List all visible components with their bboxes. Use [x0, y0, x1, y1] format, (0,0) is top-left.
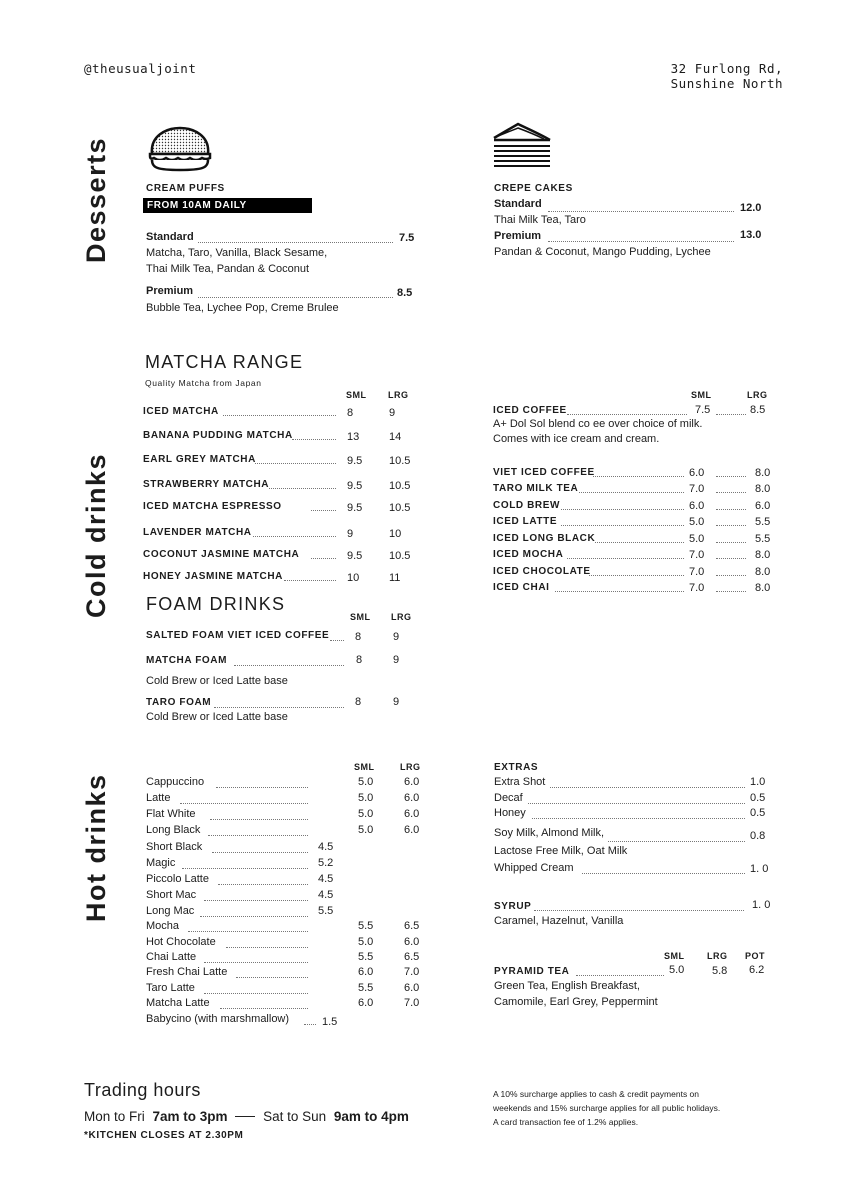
dot-leader [284, 580, 336, 581]
hot-item-lrg: 7.0 [404, 997, 420, 1009]
coffee-item-name: ICED LATTE [493, 516, 558, 527]
hot-item-name: Long Mac [146, 905, 195, 917]
hot-item-price: 1.5 [322, 1016, 338, 1028]
dot-leader [180, 803, 308, 804]
foam-item-sml: 8 [356, 654, 363, 666]
hot-item-sml: 6.0 [358, 997, 374, 1009]
surcharge-line-2: weekends and 15% surcharge applies for all public holidays. [493, 1103, 721, 1113]
foam-item-desc: Cold Brew or Iced Latte base [146, 711, 288, 723]
dot-leader [200, 916, 308, 917]
coffee-item-name: ICED LONG BLACK [493, 533, 596, 544]
hot-item-lrg: 6.5 [404, 920, 420, 932]
crepe-cakes-standard-label: Standard [494, 198, 542, 210]
milk-options-line-1: Soy Milk, Almond Milk, [494, 827, 605, 839]
dot-leader [595, 542, 684, 543]
iced-coffee-desc-2: Comes with ice cream and cream. [493, 433, 660, 445]
address-line-2: Sunshine North [670, 76, 783, 91]
dot-leader [561, 525, 684, 526]
hot-item-sml: 5.0 [358, 936, 374, 948]
extra-item-price: 0.5 [750, 807, 766, 819]
matcha-item-lrg: 11 [389, 572, 401, 584]
dot-leader [216, 787, 308, 788]
foam-item-name: SALTED FOAM VIET ICED COFFEE [146, 630, 330, 641]
dot-leader [311, 558, 336, 559]
dot-leader [716, 542, 746, 543]
hot-item-price: 4.5 [318, 873, 334, 885]
foam-lrg-header: LRG [391, 612, 412, 622]
dot-leader [292, 439, 336, 440]
extra-item-name: Extra Shot [494, 776, 546, 788]
hot-item-sml: 5.5 [358, 951, 374, 963]
iced-coffee-lrg: 8.5 [750, 404, 766, 416]
matcha-item-name: ICED MATCHA [143, 406, 219, 417]
foam-sml-header: SML [350, 612, 371, 622]
weekday-label: Mon to Fri [84, 1109, 145, 1124]
dot-leader [269, 488, 336, 489]
dot-leader [579, 492, 684, 493]
hot-item-name: Short Mac [146, 889, 197, 901]
matcha-item-name: COCONUT JASMINE MATCHA [143, 549, 300, 560]
hot-item-lrg: 6.0 [404, 824, 420, 836]
surcharge-line-3: A card transaction fee of 1.2% applies. [493, 1117, 639, 1127]
pyramid-tea-sml: 5.0 [669, 964, 685, 976]
crepe-cakes-premium-desc: Pandan & Coconut, Mango Pudding, Lychee [494, 246, 711, 258]
hot-item-lrg: 6.0 [404, 776, 420, 788]
matcha-item-sml: 10 [347, 572, 360, 584]
coffee-item-name: COLD BREW [493, 500, 561, 511]
dot-leader [561, 509, 684, 510]
dot-leader [528, 803, 745, 804]
dot-leader [253, 536, 336, 537]
coffee-item-lrg: 5.5 [755, 533, 771, 545]
hot-item-sml: 5.0 [358, 792, 374, 804]
foam-item-lrg: 9 [393, 631, 400, 643]
hot-item-lrg: 7.0 [404, 966, 420, 978]
hot-item-lrg: 6.0 [404, 808, 420, 820]
hot-item-name: Flat White [146, 808, 196, 820]
matcha-item-name: STRAWBERRY MATCHA [143, 479, 270, 490]
dot-leader [534, 910, 744, 911]
tea-lrg-header: LRG [707, 951, 728, 961]
foam-item-name: TARO FOAM [146, 697, 212, 708]
coffee-item-sml: 7.0 [689, 582, 705, 594]
whipped-cream-price: 1. 0 [750, 863, 769, 875]
dot-leader [330, 640, 344, 641]
weekend-hours: 9am to 4pm [333, 1109, 409, 1124]
dot-leader [188, 931, 308, 932]
address [671, 61, 783, 91]
extra-item-price: 0.5 [750, 792, 766, 804]
matcha-item-sml: 9.5 [347, 480, 363, 492]
section-title-desserts: Desserts [81, 136, 111, 263]
iced-coffee-desc-1: A+ Dol Sol blend co ee over choice of milk. [493, 418, 703, 430]
dot-leader [226, 947, 308, 948]
weekday-hours: 7am to 3pm [152, 1109, 228, 1124]
dot-leader [567, 414, 687, 415]
coffee-item-sml: 6.0 [689, 467, 705, 479]
matcha-range-heading: MATCHA RANGE [145, 352, 304, 372]
hot-item-sml: 5.5 [358, 920, 374, 932]
matcha-item-lrg: 14 [389, 431, 402, 443]
matcha-item-sml: 13 [347, 431, 360, 443]
tea-sml-header: SML [664, 951, 685, 961]
hot-item-sml: 5.0 [358, 824, 374, 836]
dot-leader [608, 841, 745, 842]
coffee-item-lrg: 8.0 [755, 483, 771, 495]
dot-leader [311, 510, 336, 511]
dot-leader [548, 211, 734, 212]
cream-puffs-badge: FROM 10AM DAILY [143, 198, 312, 213]
hot-item-name: Chai Latte [146, 951, 197, 963]
dot-leader [550, 787, 745, 788]
dot-leader [198, 297, 393, 298]
dot-leader [532, 818, 745, 819]
hot-item-price: 5.2 [318, 857, 334, 869]
crepe-cakes-standard-price: 12.0 [740, 202, 762, 214]
pyramid-tea-pot: 6.2 [749, 964, 765, 976]
cream-puffs-premium-price: 8.5 [397, 287, 413, 299]
hot-item-name: Babycino (with marshmallow) [146, 1013, 290, 1025]
pyramid-tea-desc-2: Camomile, Earl Grey, Peppermint [494, 996, 658, 1008]
dot-leader [593, 476, 684, 477]
matcha-item-lrg: 10.5 [389, 455, 411, 467]
dot-leader [198, 242, 393, 243]
dot-leader [716, 575, 746, 576]
dot-leader [234, 665, 344, 666]
trading-hours-title: Trading hours [84, 1080, 201, 1100]
matcha-item-lrg: 10.5 [389, 550, 411, 562]
dot-leader [716, 558, 746, 559]
dot-leader [716, 476, 746, 477]
dot-leader [218, 884, 308, 885]
coffee-item-sml: 5.0 [689, 533, 705, 545]
coffee-item-lrg: 8.0 [755, 566, 771, 578]
dot-leader [210, 819, 308, 820]
extra-item-name: Decaf [494, 792, 523, 804]
surcharge-line-1: A 10% surcharge applies to cash & credit payments on [493, 1089, 700, 1099]
weekend-label: Sat to Sun [263, 1109, 327, 1124]
coffee-item-sml: 7.0 [689, 483, 705, 495]
syrup-desc: Caramel, Hazelnut, Vanilla [494, 915, 624, 927]
hot-item-name: Cappuccino [146, 776, 205, 788]
dot-leader [716, 509, 746, 510]
dot-leader [204, 962, 308, 963]
address-line-1: 32 Furlong Rd, [670, 61, 783, 76]
cream-puffs-premium-desc: Bubble Tea, Lychee Pop, Creme Brulee [146, 302, 339, 314]
dot-leader [220, 1008, 308, 1009]
matcha-range-subtitle: Quality Matcha from Japan [145, 378, 262, 388]
extra-item-price: 1.0 [750, 776, 766, 788]
crepe-cakes-title: CREPE CAKES [494, 183, 573, 194]
dot-leader [716, 414, 746, 415]
foam-drinks-heading: FOAM DRINKS [146, 594, 286, 614]
coffee-item-sml: 7.0 [689, 566, 705, 578]
hot-item-name: Long Black [146, 824, 201, 836]
dot-leader [716, 492, 746, 493]
coffee-item-lrg: 8.0 [755, 582, 771, 594]
foam-item-sml: 8 [355, 631, 362, 643]
dot-leader [204, 993, 308, 994]
hot-item-lrg: 6.0 [404, 982, 420, 994]
foam-item-lrg: 9 [393, 696, 400, 708]
extra-item-name: Honey [494, 807, 526, 819]
cream-puffs-standard-desc-1: Matcha, Taro, Vanilla, Black Sesame, [146, 247, 328, 259]
pyramid-tea-lrg: 5.8 [712, 965, 728, 977]
whipped-cream-name: Whipped Cream [494, 862, 574, 874]
matcha-sml-header: SML [346, 390, 367, 400]
instagram-handle: @theusualjoint [84, 61, 197, 76]
hot-item-name: Magic [146, 857, 176, 869]
matcha-item-lrg: 10.5 [389, 480, 411, 492]
matcha-item-sml: 9.5 [347, 502, 363, 514]
foam-item-desc: Cold Brew or Iced Latte base [146, 675, 288, 687]
dot-leader [212, 852, 308, 853]
pyramid-tea-desc-1: Green Tea, English Breakfast, [494, 980, 640, 992]
coffee-lrg-header: LRG [747, 390, 768, 400]
crepe-cakes-premium-price: 13.0 [740, 229, 762, 241]
hot-item-sml: 5.5 [358, 982, 374, 994]
coffee-sml-header: SML [691, 390, 712, 400]
cream-puffs-standard-label: Standard [146, 231, 194, 243]
coffee-item-lrg: 6.0 [755, 500, 771, 512]
coffee-item-sml: 6.0 [689, 500, 705, 512]
cream-puffs-title: CREAM PUFFS [146, 183, 225, 194]
hot-item-name: Latte [146, 792, 171, 804]
dot-leader [304, 1024, 316, 1025]
coffee-item-lrg: 8.0 [755, 549, 771, 561]
dot-leader [555, 591, 684, 592]
dot-leader [236, 977, 308, 978]
milk-options-price: 0.8 [750, 830, 766, 842]
foam-item-sml: 8 [355, 696, 362, 708]
matcha-item-name: EARL GREY MATCHA [143, 454, 256, 465]
foam-item-name: MATCHA FOAM [146, 655, 228, 666]
iced-coffee-name: ICED COFFEE [493, 405, 567, 416]
dot-leader [716, 591, 746, 592]
section-title-cold-drinks: Cold drinks [81, 452, 111, 618]
crepe-cakes-premium-label: Premium [494, 230, 542, 242]
dot-leader [214, 707, 344, 708]
hot-item-name: Taro Latte [146, 982, 195, 994]
matcha-item-sml: 8 [347, 407, 354, 419]
matcha-item-name: ICED MATCHA ESPRESSO [143, 501, 282, 512]
coffee-item-sml: 5.0 [689, 516, 705, 528]
hot-item-name: Short Black [146, 841, 203, 853]
matcha-lrg-header: LRG [388, 390, 409, 400]
hot-item-name: Hot Chocolate [146, 936, 216, 948]
hot-item-name: Matcha Latte [146, 997, 210, 1009]
coffee-item-sml: 7.0 [689, 549, 705, 561]
dot-leader [208, 835, 308, 836]
syrup-price: 1. 0 [752, 899, 771, 911]
syrup-name: SYRUP [494, 901, 532, 912]
matcha-item-name: HONEY JASMINE MATCHA [143, 571, 283, 582]
cream-puffs-standard-price: 7.5 [399, 232, 415, 244]
dot-leader [182, 868, 308, 869]
milk-options-line-2: Lactose Free Milk, Oat Milk [494, 845, 628, 857]
matcha-item-lrg: 10 [389, 528, 402, 540]
cream-puffs-premium-label: Premium [146, 285, 194, 297]
matcha-item-sml: 9.5 [347, 550, 363, 562]
matcha-item-lrg: 9 [389, 407, 396, 419]
cream-puff-icon [146, 126, 214, 172]
kitchen-closing-note: *KITCHEN CLOSES AT 2.30PM [84, 1130, 244, 1141]
hot-sml-header: SML [354, 762, 375, 772]
dot-leader [567, 558, 684, 559]
pyramid-tea-name: PYRAMID TEA [494, 966, 570, 977]
dot-leader [582, 873, 745, 874]
hot-item-price: 4.5 [318, 841, 334, 853]
crepe-cake-icon [490, 120, 556, 172]
coffee-item-lrg: 8.0 [755, 467, 771, 479]
hot-item-name: Mocha [146, 920, 180, 932]
cream-puffs-standard-desc-2: Thai Milk Tea, Pandan & Coconut [146, 263, 310, 275]
coffee-item-name: ICED MOCHA [493, 549, 564, 560]
foam-item-lrg: 9 [393, 654, 400, 666]
dot-leader [223, 415, 336, 416]
hot-item-sml: 5.0 [358, 776, 374, 788]
dot-leader [576, 975, 664, 976]
surcharge-note [493, 1087, 720, 1129]
hot-item-price: 5.5 [318, 905, 334, 917]
hot-lrg-header: LRG [400, 762, 421, 772]
hours-separator [235, 1116, 255, 1117]
trading-hours-line [84, 1109, 409, 1124]
hot-item-sml: 6.0 [358, 966, 374, 978]
coffee-item-lrg: 5.5 [755, 516, 771, 528]
dot-leader [716, 525, 746, 526]
matcha-item-sml: 9.5 [347, 455, 363, 467]
matcha-item-name: LAVENDER MATCHA [143, 527, 252, 538]
coffee-item-name: ICED CHAI [493, 582, 550, 593]
dot-leader [255, 463, 336, 464]
matcha-item-name: BANANA PUDDING MATCHA [143, 430, 293, 441]
coffee-item-name: TARO MILK TEA [493, 483, 579, 494]
tea-pot-header: POT [745, 951, 766, 961]
extras-title: EXTRAS [494, 762, 539, 773]
dot-leader [204, 900, 308, 901]
hot-item-sml: 5.0 [358, 808, 374, 820]
dot-leader [548, 241, 734, 242]
matcha-item-lrg: 10.5 [389, 502, 411, 514]
hot-item-name: Piccolo Latte [146, 873, 209, 885]
coffee-item-name: ICED CHOCOLATE [493, 566, 591, 577]
iced-coffee-sml: 7.5 [695, 404, 711, 416]
hot-item-lrg: 6.0 [404, 936, 420, 948]
crepe-cakes-standard-desc: Thai Milk Tea, Taro [494, 214, 586, 226]
hot-item-name: Fresh Chai Latte [146, 966, 228, 978]
section-title-hot-drinks: Hot drinks [81, 773, 111, 922]
hot-item-lrg: 6.5 [404, 951, 420, 963]
coffee-item-name: VIET ICED COFFEE [493, 467, 595, 478]
dot-leader [589, 575, 684, 576]
hot-item-price: 4.5 [318, 889, 334, 901]
hot-item-lrg: 6.0 [404, 792, 420, 804]
matcha-item-sml: 9 [347, 528, 354, 540]
